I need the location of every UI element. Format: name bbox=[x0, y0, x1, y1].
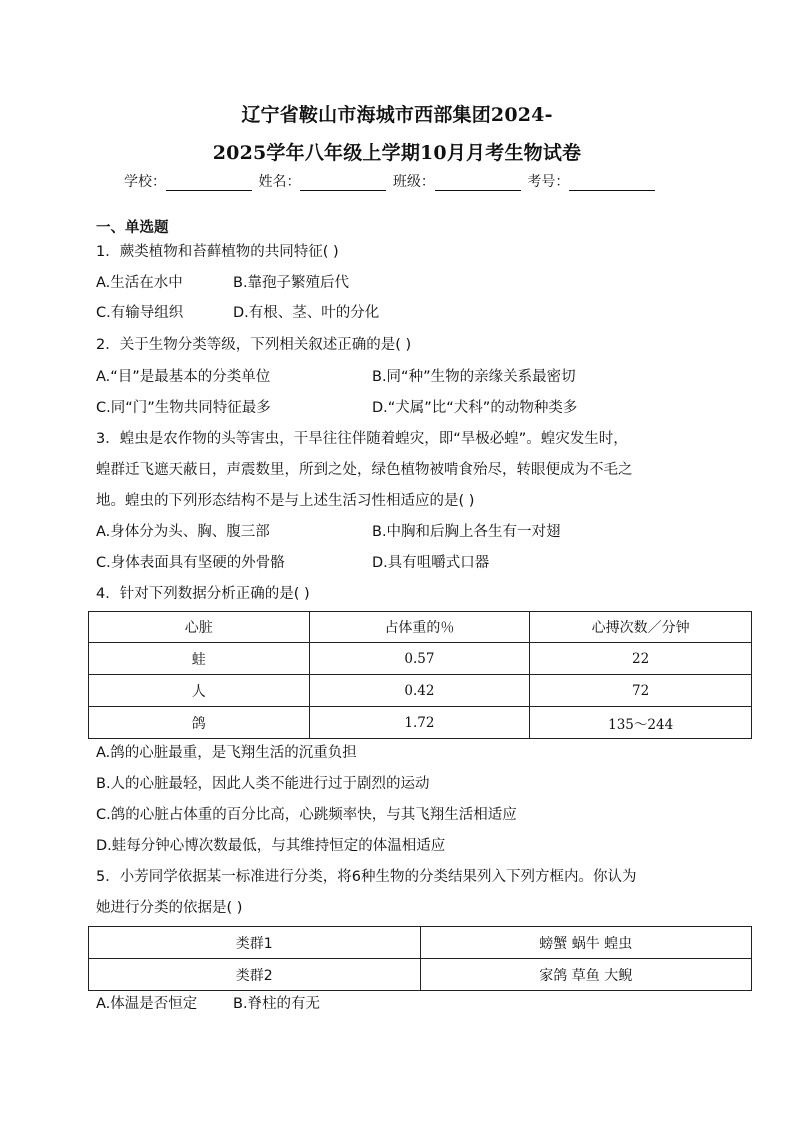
name-blank bbox=[300, 176, 386, 191]
q3-option-b: B.中胸和后胸上各生有一对翅 bbox=[372, 524, 561, 540]
table-cell: 0.42 bbox=[309, 675, 530, 707]
table-cell: 螃蟹 蜗牛 蝗虫 bbox=[420, 927, 752, 959]
q4-option-b: B.人的心脏最轻，因此人类不能进行过于剧烈的运动 bbox=[96, 776, 430, 792]
class-blank bbox=[435, 176, 521, 191]
q4-option-a: A.鸽的心脏最重，是飞翔生活的沉重负担 bbox=[96, 745, 357, 761]
class-label: 班级： bbox=[392, 174, 435, 190]
q2-option-a: A.“目”是最基本的分类单位 bbox=[96, 369, 271, 385]
name-label: 姓名： bbox=[258, 174, 301, 190]
q5-stem-line1: 5．小芳同学依据某一标准进行分类，将6种生物的分类结果列入下列方框内。你认为 bbox=[96, 869, 637, 885]
table-header-cell: 占体重的％ bbox=[309, 612, 530, 643]
q1-stem: 1．蕨类植物和苔藓植物的共同特征( ) bbox=[96, 244, 339, 260]
q5-option-a: A.体温是否恒定 bbox=[96, 996, 198, 1012]
exam-title-line1: 辽宁省鞍山市海城市西部集团2024- bbox=[241, 104, 553, 126]
q3-option-d: D.具有咀嚼式口器 bbox=[372, 555, 490, 571]
q4-data-table bbox=[88, 611, 752, 739]
table-cell: 22 bbox=[530, 643, 752, 675]
table-header-row bbox=[89, 612, 752, 643]
table-row bbox=[89, 707, 752, 739]
q1-option-c: C.有输导组织 bbox=[96, 305, 184, 321]
table-header-cell: 心搏次数／分钟 bbox=[530, 612, 752, 643]
q3-stem-line3: 地。蝗虫的下列形态结构不是与上述生活习性相适应的是( ) bbox=[96, 493, 475, 509]
q3-stem-line1: 3．蝗虫是农作物的头等害虫，干旱往往伴随着蝗灾，即“旱极必蝗”。蝗灾发生时， bbox=[96, 431, 628, 447]
table-cell: 人 bbox=[89, 675, 310, 707]
q5-stem-line2: 她进行分类的依据是( ) bbox=[96, 900, 243, 916]
exam-title-line2: 2025学年八年级上学期10月月考生物试卷 bbox=[212, 142, 582, 164]
table-row bbox=[89, 643, 752, 675]
table-cell: 家鸽 草鱼 大鲵 bbox=[420, 959, 752, 991]
q1-option-a: A.生活在水中 bbox=[96, 275, 183, 291]
q4-option-d: D.蛙每分钟心博次数最低，与其维持恒定的体温相适应 bbox=[96, 838, 446, 854]
table-cell: 135～244 bbox=[530, 707, 752, 739]
table-cell: 鸽 bbox=[89, 707, 310, 739]
number-blank bbox=[569, 176, 655, 191]
q3-option-a: A.身体分为头、胸、腹三部 bbox=[96, 524, 270, 540]
q1-option-d: D.有根、茎、叶的分化 bbox=[233, 305, 380, 321]
q2-option-d: D.“犬属”比“犬科”的动物种类多 bbox=[372, 400, 578, 416]
table-cell: 类群2 bbox=[89, 959, 421, 991]
number-label: 考号： bbox=[527, 174, 570, 190]
table-cell: 蛙 bbox=[89, 643, 310, 675]
q5-option-b: B.脊柱的有无 bbox=[233, 996, 321, 1012]
q5-classification-table bbox=[88, 926, 752, 991]
q3-option-c: C.身体表面具有坚硬的外骨骼 bbox=[96, 555, 285, 571]
section-heading: 一、单选题 bbox=[96, 220, 169, 236]
table-cell: 0.57 bbox=[309, 643, 530, 675]
table-cell: 1.72 bbox=[309, 707, 530, 739]
table-header-cell: 心脏 bbox=[89, 612, 310, 643]
table-row bbox=[89, 959, 752, 991]
q4-stem: 4．针对下列数据分析正确的是( ) bbox=[96, 586, 310, 602]
table-row bbox=[89, 675, 752, 707]
q2-option-b: B.同“种”生物的亲缘关系最密切 bbox=[372, 369, 576, 385]
q4-option-c: C.鸽的心脏占体重的百分比高，心跳频率快，与其飞翔生活相适应 bbox=[96, 807, 517, 823]
q3-stem-line2: 蝗群迁飞遮天蔽日，声震数里，所到之处，绿色植物被啃食殆尽，转眼便成为不毛之 bbox=[96, 462, 633, 478]
q2-option-c: C.同“门”生物共同特征最多 bbox=[96, 400, 271, 416]
q2-stem: 2．关于生物分类等级，下列相关叙述正确的是( ) bbox=[96, 337, 412, 353]
table-row bbox=[89, 927, 752, 959]
table-cell: 72 bbox=[530, 675, 752, 707]
student-info-row bbox=[124, 171, 657, 191]
table-cell: 类群1 bbox=[89, 927, 421, 959]
school-label: 学校： bbox=[124, 174, 166, 190]
q1-option-b: B.靠孢子繁殖后代 bbox=[233, 275, 350, 291]
school-blank bbox=[166, 176, 252, 191]
